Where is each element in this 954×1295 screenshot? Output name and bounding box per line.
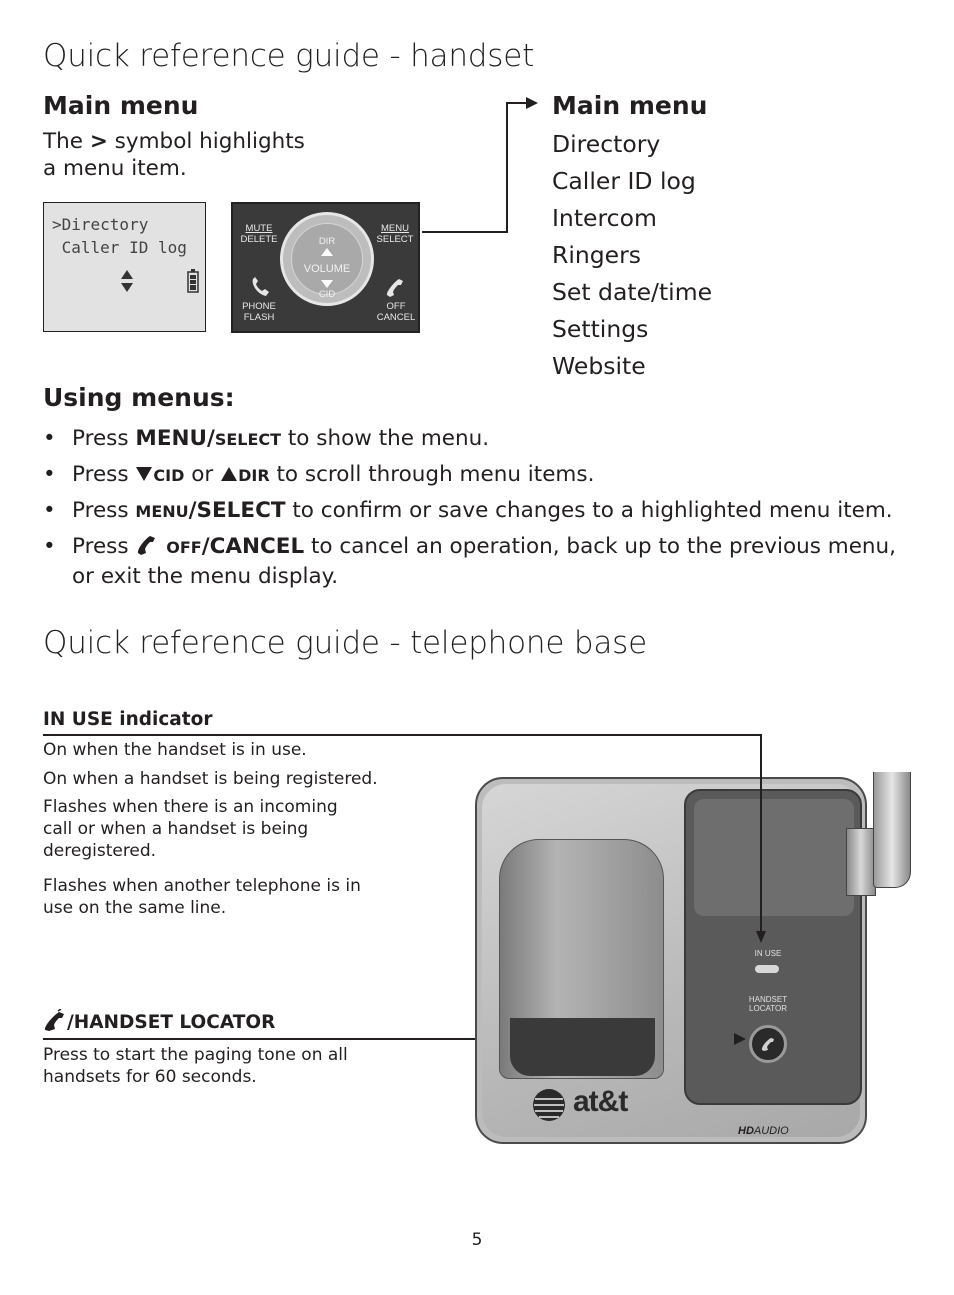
highlight-note-pre: The (43, 129, 90, 154)
lcd-line-2: Caller ID log (52, 238, 187, 257)
highlight-note-post: symbol highlights a menu item. (43, 129, 305, 181)
panel-top (694, 799, 854, 916)
menu-item-set-date-time: Set date/time (552, 278, 713, 306)
locator-label-line: LOCATOR (749, 1004, 787, 1013)
b1-key-menu: MENU/ (135, 426, 215, 451)
handset-locator-label (686, 995, 850, 1013)
down-arrow-icon (321, 280, 333, 288)
off-label: OFF (386, 301, 406, 312)
menu-item-directory: Directory (552, 130, 661, 158)
in-use-pointer (755, 733, 769, 945)
in-use-line-3: Flashes when there is an incoming call or when a handset is being deregistered. (43, 797, 338, 861)
b4-key-cancel: /CANCEL (201, 534, 305, 559)
cradle-contacts (510, 1018, 655, 1076)
menu-item-ringers: Ringers (552, 241, 642, 269)
bullet-dot: • (43, 462, 56, 487)
bullet-show-menu (43, 424, 923, 454)
menu-label: MENU (381, 223, 409, 234)
in-use-line-1: On when the handset is in use. (43, 740, 307, 760)
up-triangle-icon (220, 466, 238, 482)
cancel-label: CANCEL (376, 312, 416, 323)
b4-pre: Press (72, 534, 136, 559)
up-arrow-icon (321, 248, 333, 256)
b4-key-off: OFF (166, 538, 202, 557)
hd-audio-badge (738, 1125, 789, 1137)
b2-key-dir: DIR (238, 466, 270, 485)
antenna (873, 772, 911, 888)
battery-icon (186, 269, 200, 293)
navigation-ring[interactable] (280, 212, 374, 306)
base-control-panel (684, 789, 862, 1137)
using-menus-list (43, 424, 923, 597)
lcd-line-1: >Directory (52, 215, 149, 234)
delete-label: DELETE (240, 234, 278, 245)
bullet-dot: • (43, 426, 56, 451)
cid-label: CID (318, 289, 336, 300)
bullet-dot: • (43, 534, 56, 559)
base-section-title: Quick reference guide - telephone base (43, 625, 647, 661)
phone-talk-icon (249, 276, 271, 298)
bullet-cancel (43, 532, 923, 591)
bullet-dot: • (43, 498, 56, 523)
in-use-heading: IN USE indicator (43, 709, 213, 730)
mute-label: MUTE (245, 223, 273, 234)
phone-label: PHONE (242, 301, 276, 312)
menu-item-caller-id-log: Caller ID log (552, 167, 696, 195)
handset-keypad (231, 202, 420, 333)
page-number: 5 (471, 1230, 483, 1250)
b3-post: to confirm or save changes to a highlighted menu item. (285, 498, 893, 523)
locator-pointer (700, 1030, 750, 1048)
handset-label-line: HANDSET (748, 995, 788, 1004)
b2-pre: Press (72, 462, 136, 487)
flash-label: FLASH (243, 312, 275, 323)
handset-section-title: Quick reference guide - handset (43, 38, 535, 74)
menu-item-website: Website (552, 352, 646, 380)
att-globe-icon (531, 1087, 567, 1123)
in-use-line-2: On when a handset is being registered. (43, 769, 378, 789)
handset-locator-icon (43, 1009, 67, 1033)
menu-select-key[interactable] (373, 223, 417, 245)
menu-item-intercom: Intercom (552, 204, 657, 232)
b3-key-select: /SELECT (188, 498, 286, 523)
off-cancel-key[interactable] (374, 301, 418, 323)
locator-phone-icon (760, 1036, 776, 1052)
handset-lcd-screen (43, 202, 206, 332)
dir-label: DIR (318, 236, 336, 247)
b4-post: to cancel an operation, back up to the previous menu, or exit the menu display. (72, 534, 897, 589)
down-triangle-icon (135, 466, 153, 482)
audio-label: AUDIO (753, 1125, 789, 1137)
b1-pre: Press (72, 426, 136, 451)
in-use-light (755, 965, 779, 973)
menu-item-settings: Settings (552, 315, 649, 343)
volume-label: VOLUME (303, 263, 351, 275)
telephone-base-device (475, 777, 867, 1144)
using-menus-heading: Using menus: (43, 383, 235, 412)
b3-key-menu: MENU (135, 502, 189, 521)
highlight-symbol: > (89, 129, 108, 154)
b2-post: to scroll through menu items. (269, 462, 595, 487)
b2-mid: or (184, 462, 221, 487)
phone-off-icon (384, 276, 406, 298)
handset-locator-heading: /HANDSET LOCATOR (67, 1012, 276, 1033)
handset-cradle (499, 839, 664, 1079)
hd-label: HD (738, 1125, 754, 1137)
in-use-rule (43, 734, 762, 736)
mute-delete-key[interactable] (239, 223, 279, 245)
right-main-menu-heading: Main menu (552, 91, 708, 120)
antenna-mount (846, 828, 876, 896)
menu-connector-line (420, 92, 540, 242)
b1-post: to show the menu. (281, 426, 490, 451)
bullet-scroll (43, 460, 923, 490)
bullet-confirm (43, 496, 923, 526)
in-use-line-4: Flashes when another telephone is in use on the same line. (43, 876, 361, 918)
main-menu-list (552, 126, 712, 385)
left-main-menu-heading: Main menu (43, 91, 199, 120)
handset-locator-text: Press to start the paging tone on all handsets for 60 seconds. (43, 1045, 348, 1087)
phone-flash-key[interactable] (237, 301, 281, 323)
phone-off-icon (135, 533, 159, 555)
highlight-note (43, 128, 318, 182)
scroll-arrows-icon (120, 269, 134, 293)
att-logo-text: at&t (573, 1085, 628, 1118)
b3-pre: Press (72, 498, 136, 523)
b1-key-select: SELECT (214, 430, 282, 449)
select-label: SELECT (376, 234, 414, 245)
in-use-label: IN USE (754, 949, 782, 958)
b2-key-cid: CID (153, 466, 185, 485)
handset-locator-button[interactable] (749, 1025, 787, 1063)
